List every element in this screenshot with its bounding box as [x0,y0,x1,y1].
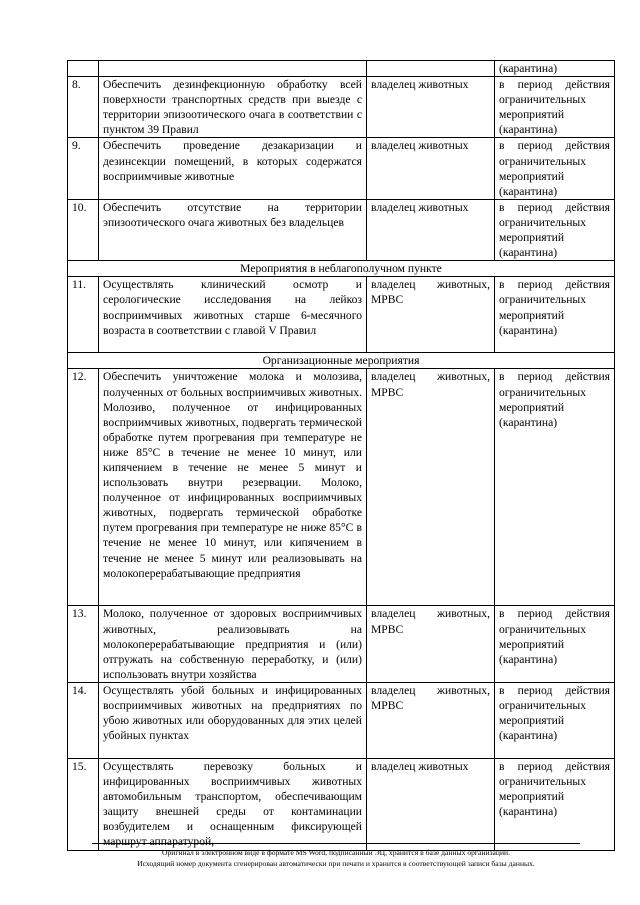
measure-text: Осуществлять клинический осмотр и серологические исследования на лейкоз восприимчивых животных старше 6-месячного возраста в соответствии с главой V Правил [99,277,367,353]
responsible-party: владелец животных [367,77,495,138]
section-title: Организационные мероприятия [68,353,615,369]
measure-text: Молоко, полученное от здоровых восприимчивых животных, реализовывать на молокоперерабатывающие предприятия и (или) отгружать на собственную переработку, и (или) использовать внутри хозяйства [99,606,367,682]
responsible-party: владелец животных [367,138,495,199]
row-number: 9. [68,138,99,199]
row-number: 8. [68,77,99,138]
responsible-party: владелец животных, МРВС [367,277,495,353]
section-title: Мероприятия в неблагополучном пункте [68,261,615,277]
time-period: в период действия ограничительных мероприятий (карантина) [495,199,615,260]
measure-text: Осуществлять перевозку больных и инфицированных восприимчивых животных автомобильным транспортом, обеспечивающим защиту внешней среды от контаминации возбудителем и оснащенным фиксирующей маршрут аппаратурой, [99,758,367,850]
table-row [68,199,615,260]
row-number: 11. [68,277,99,353]
row-number: 13. [68,606,99,682]
row-number: 15. [68,758,99,850]
row-number: 10. [68,199,99,260]
section-header-row [68,353,615,369]
time-period: (карантина) [495,61,615,77]
table-row [68,682,615,758]
table-row [68,606,615,682]
measure-text [99,61,367,77]
section-header-row [68,261,615,277]
time-period: в период действия ограничительных мероприятий (карантина) [495,758,615,850]
footer-line-1: Оригинал в электронном виде в формате MS Word, подписанный ЭЦ, хранится в базе данных организации. [162,848,510,857]
time-period: в период действия ограничительных мероприятий (карантина) [495,682,615,758]
time-period: в период действия ограничительных мероприятий (карантина) [495,138,615,199]
responsible-party: владелец животных, МРВС [367,606,495,682]
measures-table [67,60,615,851]
row-number: 14. [68,682,99,758]
table-row [68,138,615,199]
table-row [68,277,615,353]
measure-text: Обеспечить проведение дезакаризации и дезинсекции помещений, в которых содержатся восприимчивые животные [99,138,367,199]
footer-line-2: Исходящий номер документа сгенерирован автоматически при печати и хранится в соответствующей записи базы данных. [137,859,535,868]
row-number [68,61,99,77]
table-row [68,758,615,850]
table-row [68,77,615,138]
responsible-party: владелец животных [367,199,495,260]
table-row [68,61,615,77]
time-period: в период действия ограничительных мероприятий (карантина) [495,277,615,353]
table-row [68,369,615,606]
responsible-party: владелец животных, МРВС [367,682,495,758]
measure-text: Обеспечить дезинфекционную обработку всей поверхности транспортных средств при выезде с территории эпизоотического очага в соответствии с пунктом 39 Правил [99,77,367,138]
responsible-party [367,61,495,77]
time-period: в период действия ограничительных мероприятий (карантина) [495,606,615,682]
measures-table-body [68,61,615,851]
time-period: в период действия ограничительных мероприятий (карантина) [495,77,615,138]
row-number: 12. [68,369,99,606]
measure-text: Осуществлять убой больных и инфицированных восприимчивых животных на предприятиях по убою животных или оборудованных для этих целей убойных пунктах [99,682,367,758]
measure-text: Обеспечить отсутствие на территории эпизоотического очага животных без владельцев [99,199,367,260]
time-period: в период действия ограничительных мероприятий (карантина) [495,369,615,606]
responsible-party: владелец животных, МРВС [367,369,495,606]
measure-text: Обеспечить уничтожение молока и молозива, полученных от больных восприимчивых животных. Молозиво, полученное от инфицированных восприимчивых животных, подвергать термической обработке путем прогревания при температуре не ниже 85°С в течение не менее 10 минут, или кипячением в течение не менее 5 минут и использовать внутри резервации. Молоко, полученное от инфицированных восприимчивых животных, подвергать термической обработке путем прогревания при температуре не ниже 85°С в течение не менее 10 минут, или кипячением в течение не менее 5 минут или реализовывать на молокоперерабатывающие предприятия [99,369,367,606]
footer-note [92,843,580,869]
responsible-party: владелец животных [367,758,495,850]
